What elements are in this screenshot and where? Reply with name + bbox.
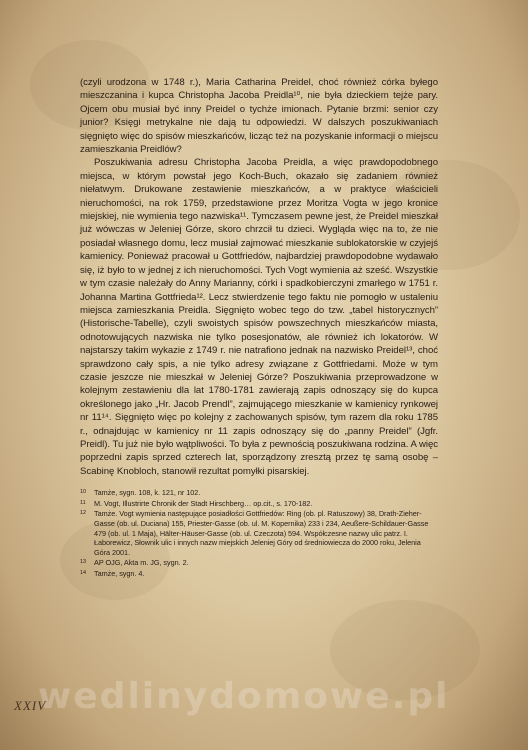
footnote-text: Tamże, sygn. 4. bbox=[94, 568, 145, 578]
footnote-text: M. Vogt, Illustrirte Chronik der Stadt Hirschberg… op.cit., s. 170-182. bbox=[94, 498, 313, 508]
footnote-10 bbox=[80, 488, 438, 498]
footnote-13 bbox=[80, 558, 438, 568]
footnote-11 bbox=[80, 499, 438, 509]
paragraph-1: (czyli urodzona w 1748 r.), Maria Catharina Preidel, choć również córka byłego mieszczanina i kupca Christopha Jacoba Preidla¹⁰, nie była dzieckiem tejże pary. Ojcem obu musiał być inny Preidel o tychże imionach. Pytanie brzmi: senior czy junior? Księgi metrykalne nie dają tu odpowiedzi. W dalszych poszukiwaniach sięgnięto więc do spisów mieszkańców, licząc też na pozyskanie informacji o miejscu zamieszkania Preidlów? bbox=[80, 77, 438, 156]
paragraph-2: Poszukiwania adresu Christopha Jacoba Preidla, a więc prawdopodobnego miejsca, w którym powstał jego Koch-Buch, okazało się zadaniem również niełatwym. Drukowane zestawienie mieszkańców, a w praktyce właścicieli nieruchomości, na rok 1759, przedstawione przez Moritza Vogta w jego kronice miejskiej, nie wymienia tego nazwiska¹¹. Tymczasem pewne jest, że Preidel mieszkał już wówczas w Jeleniej Górze, skoro chrzcił tu dzieci. Wygląda więc na to, że nie posiadał własnego domu, lecz musiał zajmować mieszkanie sublokatorskie w czyjejś kamienicy. Ponieważ pracował u Gottfriedów, najbardziej prawdopodobne wydawało się, iż było to w jednej z ich nieruchomości. Tych Vogt wymienia aż sześć. Wszystkie w tym czasie należały do Anny Marianny, córki i spadkobierczyni zmarłego w 1751 r. Johanna Martina Gottfrieda¹². Lecz stwierdzenie tego faktu nie pomogło w ustaleniu miejsca zamieszkania Preidla. Sięgnięto wobec tego do tzw. „tabel historycznych” (Historische-Tabelle), czyli swoistych spisów powszechnych mieszkańców miasta, odnotowujących nazwiska nie tylko posesjonatów, ale również ich lokatorów. W najstarszy takim wykazie z 1749 r. nie natrafiono jednak na nazwisko Preidel¹³, choć sprawdzono cały spis, a nie tylko adresy związane z Gottfriedami. Może w tym czasie jeszcze nie mieszkał w Jeleniej Górze? Poszukiwania przeprowadzone w kolejnym zestawieniu dla lat 1780-1781 zawierają zapis odnoszący się do kupca określonego jako „Hr. Jacob Prendl”, zajmującego mieszkanie w kamienicy rynkowej nr 11¹⁴. Sięgnięto więc po kolejny z zachowanych spisów, tym razem dla roku 1785 r., odnajdując w kamienicy nr 11 zapis odnoszący się do „panny Preidel” (Jgfr. Preidl). Tu już nie było wątpliwości. To była z pewnością poszukiwana rodzina. A więc poprzedni zapis sprzed czterech lat, sporządzony zresztą przez tę samą osobę – Scabinę Knobloch, stanowił rezultat pomyłki pisarskiej. bbox=[80, 157, 438, 477]
footnote-number: 14 bbox=[80, 569, 87, 576]
footnote-number: 13 bbox=[80, 559, 87, 566]
footnote-text: Tamże, sygn. 108, k. 121, nr 102. bbox=[94, 488, 201, 498]
footnotes bbox=[80, 488, 438, 578]
footnote-14 bbox=[80, 569, 438, 579]
footnote-12 bbox=[80, 509, 438, 557]
footnote-number: 10 bbox=[80, 489, 87, 496]
page-body bbox=[80, 76, 438, 580]
footnote-text: AP OJG, Akta m. JG, sygn. 2. bbox=[94, 558, 189, 568]
footnote-number: 12 bbox=[80, 510, 87, 517]
footnote-number: 11 bbox=[80, 499, 86, 506]
watermark: wedlinydomowe.pl bbox=[38, 676, 450, 717]
footnote-text: Tamże. Vogt wymienia następujące posiadłości Gottfriedów: Ring (ob. pl. Ratuszowy) 38, Drath-Zieher-Gasse (ob. ul. Duciana) 155, Priester-Gasse (ob. ul. M. Kopernika) 233 i 234, Aeußere-Schildauer-Gasse 479 (ob. ul. 1 Maja), Hälter-Häuser-Gasse (ob. ul. Czeczota) 594. Współczesne nazwy ulic patrz. I. Łaborewicz, Słownik ulic i innych nazw miejskich Jeleniej Góry od średniowiecza do 2000 roku, Jelenia Góra 2001. bbox=[94, 509, 429, 557]
page-number: XXIV bbox=[14, 698, 47, 713]
